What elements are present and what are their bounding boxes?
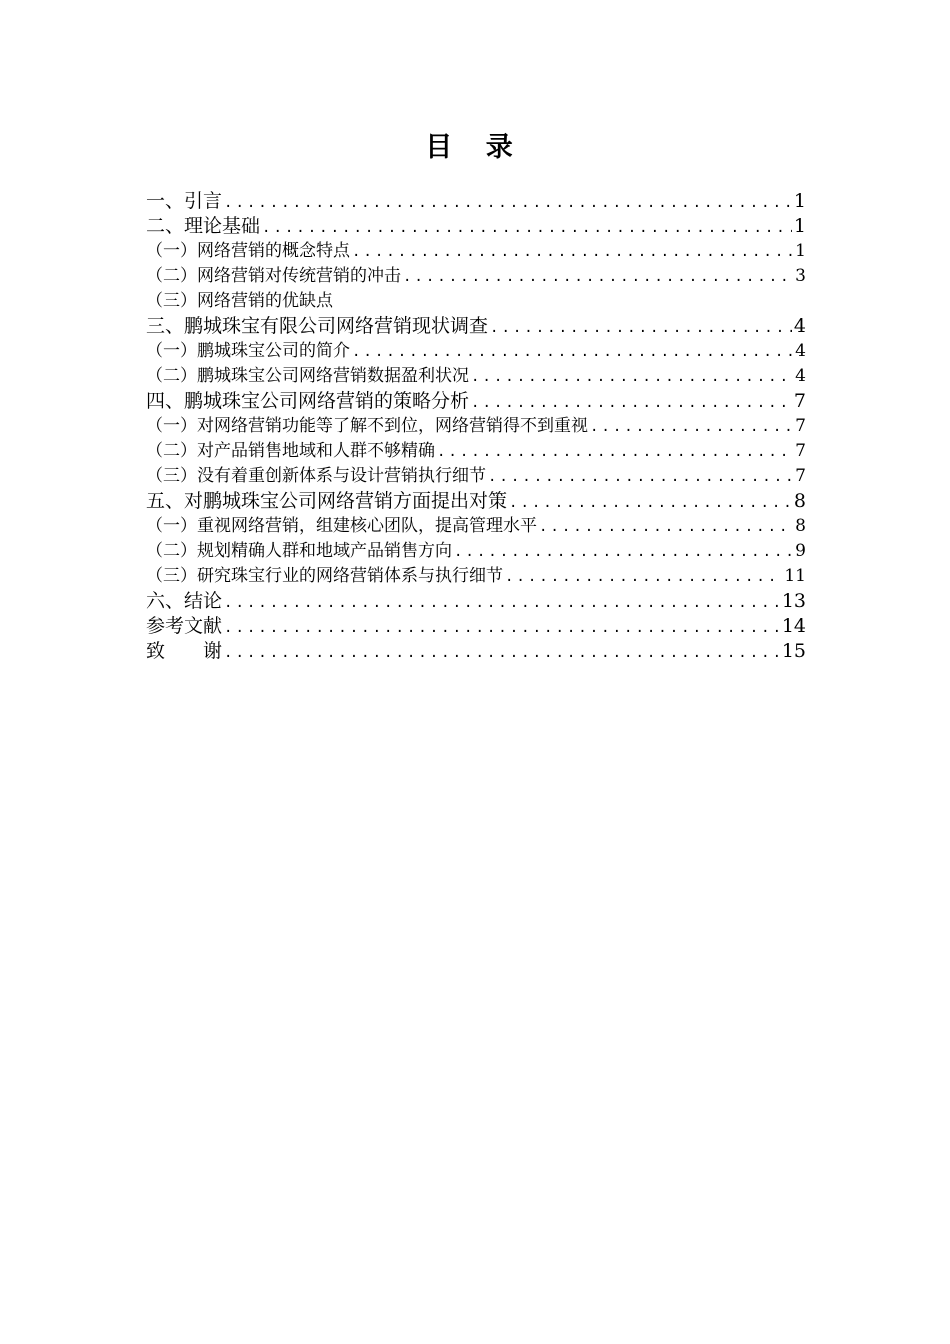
- toc-title: 目 录: [425, 132, 525, 163]
- toc-dot-leader: [352, 340, 793, 364]
- toc-entry-label: 一、引言: [146, 190, 223, 212]
- toc-entry-label: （一）鹏城珠宝公司的简介: [146, 341, 350, 361]
- toc-entry-label: 五、对鹏城珠宝公司网络营销方面提出对策: [146, 490, 508, 512]
- toc-entry-label: 二、理论基础: [146, 215, 261, 237]
- toc-dot-leader: [224, 616, 780, 639]
- toc-entry-label: （一）重视网络营销，组建核心团队，提高管理水平: [146, 516, 537, 536]
- toc-entry-label: （三）网络营销的优缺点: [146, 291, 333, 311]
- toc-entry-label: （二）鹏城珠宝公司网络营销数据盈利状况: [146, 366, 469, 386]
- toc-entry[interactable]: [146, 389, 806, 414]
- toc-entry-label: 致 谢: [146, 640, 223, 662]
- toc-entry[interactable]: [146, 464, 806, 489]
- toc-entry-label: 六、结论: [146, 590, 223, 612]
- toc-entry[interactable]: [146, 264, 806, 289]
- toc-entry-page-number: 7: [795, 441, 806, 461]
- toc-dot-leader: [590, 415, 793, 439]
- toc-entry[interactable]: [146, 639, 806, 664]
- toc-list: [146, 189, 806, 664]
- toc-entry-label: （三）没有着重创新体系与设计营销执行细节: [146, 466, 486, 486]
- toc-entry-label: （二）规划精确人群和地域产品销售方向: [146, 541, 452, 561]
- toc-entry-page-number: 1: [795, 241, 806, 261]
- toc-entry-page-number: 4: [795, 366, 806, 386]
- toc-entry[interactable]: [146, 614, 806, 639]
- toc-entry-label: （二）网络营销对传统营销的冲击: [146, 266, 401, 286]
- toc-dot-leader: [471, 391, 792, 414]
- toc-entry-page-number: 7: [795, 466, 806, 486]
- toc-entry-label: 三、鹏城珠宝有限公司网络营销现状调查: [146, 315, 489, 337]
- toc-entry-page-number: 15: [781, 640, 806, 662]
- toc-entry-label: 四、鹏城珠宝公司网络营销的策略分析: [146, 390, 470, 412]
- toc-entry[interactable]: [146, 189, 806, 214]
- toc-entry-page-number: 7: [793, 390, 806, 412]
- toc-entry[interactable]: [146, 214, 806, 239]
- toc-entry-label: （一）网络营销的概念特点: [146, 241, 350, 261]
- toc-dot-leader: [490, 316, 792, 339]
- toc-entry-page-number: 4: [793, 315, 806, 337]
- toc-dot-leader: [437, 440, 793, 464]
- toc-entry[interactable]: [146, 239, 806, 264]
- toc-dot-leader: [224, 641, 780, 664]
- toc-entry[interactable]: [146, 289, 806, 314]
- toc-dot-leader: [454, 540, 793, 564]
- toc-entry[interactable]: [146, 339, 806, 364]
- toc-entry[interactable]: [146, 514, 806, 539]
- toc-dot-leader: [471, 365, 793, 389]
- toc-entry[interactable]: [146, 539, 806, 564]
- toc-entry-label: （二）对产品销售地域和人群不够精确: [146, 441, 435, 461]
- toc-entry-label: 参考文献: [146, 615, 223, 637]
- toc-dot-leader: [509, 491, 792, 514]
- toc-entry-page-number: 1: [793, 190, 806, 212]
- toc-entry[interactable]: [146, 564, 806, 589]
- toc-entry[interactable]: [146, 364, 806, 389]
- toc-dot-leader: [262, 216, 792, 239]
- toc-entry-page-number: 13: [781, 590, 806, 612]
- toc-entry[interactable]: [146, 414, 806, 439]
- toc-entry[interactable]: [146, 314, 806, 339]
- toc-entry-page-number: 7: [795, 416, 806, 436]
- toc-dot-leader: [352, 240, 793, 264]
- toc-dot-leader: [539, 515, 793, 539]
- toc-entry-page-number: 3: [795, 266, 806, 286]
- toc-dot-leader: [403, 265, 793, 289]
- toc-entry-page-number: 8: [795, 516, 806, 536]
- toc-entry-label: （一）对网络营销功能等了解不到位，网络营销得不到重视: [146, 416, 588, 436]
- toc-dot-leader: [224, 191, 792, 214]
- toc-entry-page-number: 9: [795, 541, 806, 561]
- toc-entry-label: （三）研究珠宝行业的网络营销体系与执行细节: [146, 566, 503, 586]
- toc-dot-leader: [488, 465, 793, 489]
- toc-dot-leader: [224, 591, 780, 614]
- toc-entry-page-number: 14: [781, 615, 806, 637]
- toc-entry[interactable]: [146, 589, 806, 614]
- toc-entry[interactable]: [146, 439, 806, 464]
- toc-dot-leader: [505, 565, 782, 589]
- toc-entry-page-number: 11: [784, 566, 806, 586]
- toc-entry-page-number: 1: [793, 215, 806, 237]
- toc-entry-page-number: 8: [793, 490, 806, 512]
- toc-entry-page-number: 4: [795, 341, 806, 361]
- toc-entry[interactable]: [146, 489, 806, 514]
